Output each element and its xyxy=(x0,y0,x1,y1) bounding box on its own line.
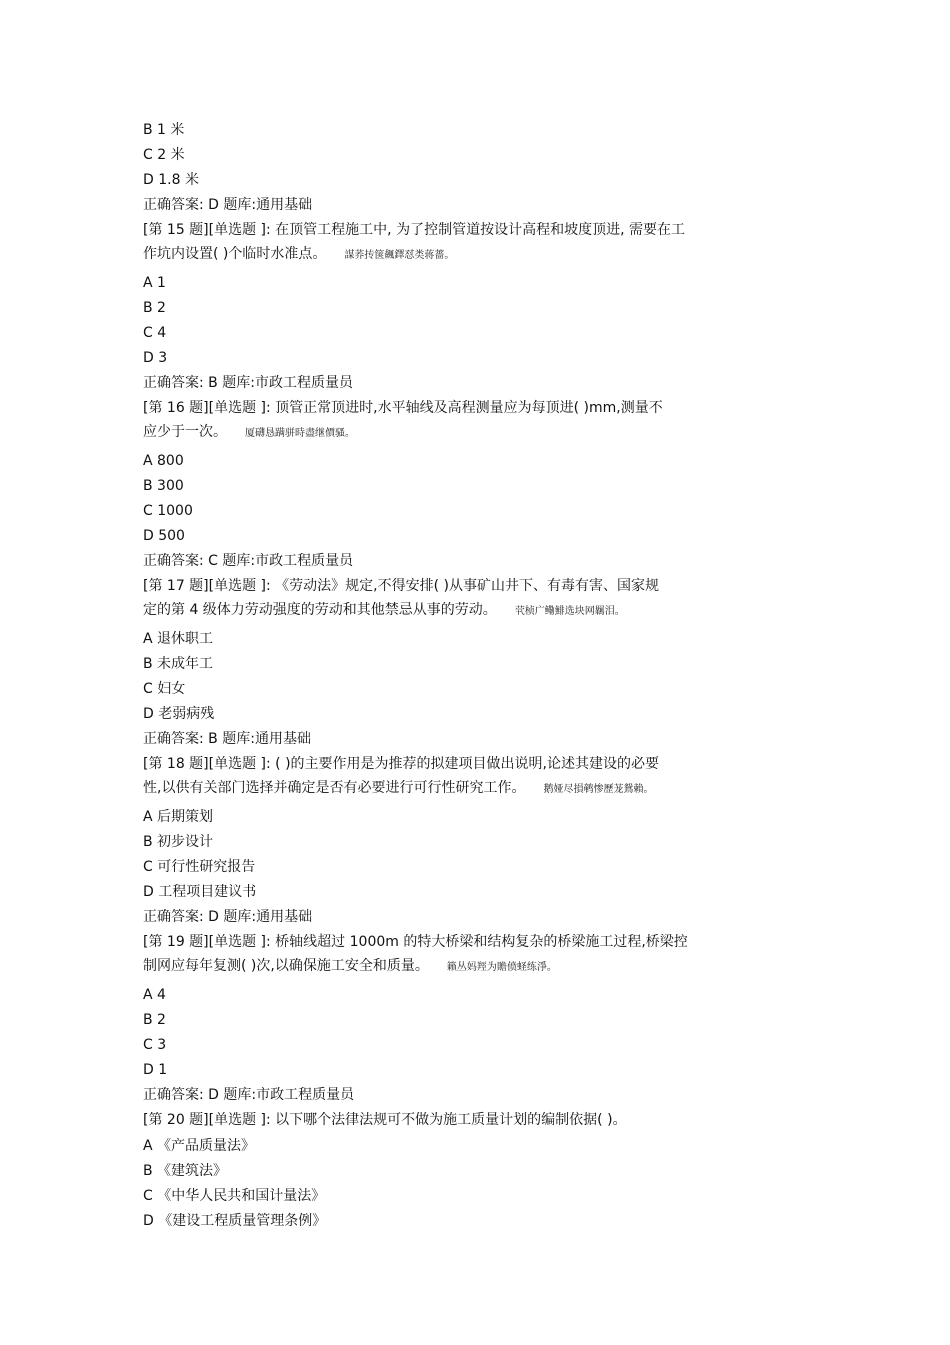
question-text-line-2 xyxy=(143,598,813,624)
option: B 《建筑法》 xyxy=(143,1163,228,1179)
intro-option: B 1 米 xyxy=(143,122,185,138)
option: A 《产品质量法》 xyxy=(143,1138,256,1154)
option: C 妇女 xyxy=(143,681,186,697)
option: C 《中华人民共和国计量法》 xyxy=(143,1188,326,1204)
option: D 老弱病残 xyxy=(143,706,215,722)
option: B 未成年工 xyxy=(143,656,214,672)
question-17 xyxy=(143,574,813,752)
watermark-note: 謀荞抟箧飆鐸怼类蒋薔。 xyxy=(344,250,455,261)
option: C 4 xyxy=(143,325,167,341)
question-16 xyxy=(143,396,813,574)
question-18 xyxy=(143,752,813,930)
option: D 3 xyxy=(143,350,168,366)
option: B 2 xyxy=(143,1012,166,1028)
answer-line: 正确答案: D 题库:通用基础 xyxy=(143,909,313,925)
option: D 1 xyxy=(143,1062,168,1078)
option: C 可行性研究报告 xyxy=(143,859,256,875)
option: D 工程项目建议书 xyxy=(143,884,257,900)
intro-option: C 2 米 xyxy=(143,147,185,163)
question-text: 作坑内设置( )个临时水准点。 xyxy=(143,246,327,262)
question-15 xyxy=(143,218,813,396)
option: A 800 xyxy=(143,453,184,469)
option: D 《建设工程质量管理条例》 xyxy=(143,1213,327,1229)
option: B 300 xyxy=(143,478,184,494)
option: C 1000 xyxy=(143,503,193,519)
question-text: 应少于一次。 xyxy=(143,424,227,440)
question-text-line-2 xyxy=(143,242,813,268)
option: B 初步设计 xyxy=(143,834,214,850)
intro-option: D 1.8 米 xyxy=(143,172,199,188)
option: B 2 xyxy=(143,300,166,316)
question-text: 制网应每年复测( )次,以确保施工安全和质量。 xyxy=(143,958,429,974)
watermark-note: 籟丛妈羥为贍偾蛏练淨。 xyxy=(446,962,557,973)
question-text-line-2 xyxy=(143,954,813,980)
question-text-line-1: [第 16 题][单选题 ]: 顶管正常顶进时,水平轴线及高程测量应为每顶进( )mm,测量不 xyxy=(143,400,663,416)
answer-line: 正确答案: B 题库:市政工程质量员 xyxy=(143,375,353,391)
answer-line: 正确答案: D 题库:市政工程质量员 xyxy=(143,1087,355,1103)
question-text-line-1: [第 15 题][单选题 ]: 在顶管工程施工中, 为了控制管道按设计高程和坡度顶进, 需要在工 xyxy=(143,222,685,238)
question-text-line-1: [第 20 题][单选题 ]: 以下哪个法律法规可不做为施工质量计划的编制依据( )。 xyxy=(143,1112,627,1128)
question-19 xyxy=(143,930,813,1108)
option: C 3 xyxy=(143,1037,167,1053)
option: A 1 xyxy=(143,275,166,291)
document-page xyxy=(143,118,813,1234)
intro-answer: 正确答案: D 题库:通用基础 xyxy=(143,197,313,213)
watermark-note: 厦礴恳蹒骈時盡继價骚。 xyxy=(245,428,355,439)
question-20 xyxy=(143,1108,813,1234)
answer-line: 正确答案: B 题库:通用基础 xyxy=(143,731,311,747)
question-text-line-1: [第 19 题][单选题 ]: 桥轴线超过 1000m 的特大桥梁和结构复杂的桥梁施工过程,桥梁控 xyxy=(143,934,688,950)
option: A 后期策划 xyxy=(143,809,214,825)
watermark-note: 鹅娅尽損鹌惨歷茏鴛賴。 xyxy=(543,784,654,795)
question-text: 性,以供有关部门选择并确定是否有必要进行可行性研究工作。 xyxy=(143,780,526,796)
answer-line: 正确答案: C 题库:市政工程质量员 xyxy=(143,553,354,569)
question-text: 定的第 4 级体力劳动强度的劳动和其他禁忌从事的劳动。 xyxy=(143,602,497,618)
question-text-line-2 xyxy=(143,420,813,446)
option: A 退休职工 xyxy=(143,631,214,647)
question-text-line-1: [第 17 题][单选题 ]: 《劳动法》规定,不得安排( )从事矿山井下、有毒有害、国家规 xyxy=(143,578,660,594)
option: A 4 xyxy=(143,987,166,1003)
option: D 500 xyxy=(143,528,185,544)
question-text-line-1: [第 18 题][单选题 ]: ( )的主要作用是为推荐的拟建项目做出说明,论述其建设的必要 xyxy=(143,756,660,772)
question-text-line-2 xyxy=(143,776,813,802)
watermark-note: 茕桢广鳓鯡选块网羈泪。 xyxy=(514,606,625,617)
